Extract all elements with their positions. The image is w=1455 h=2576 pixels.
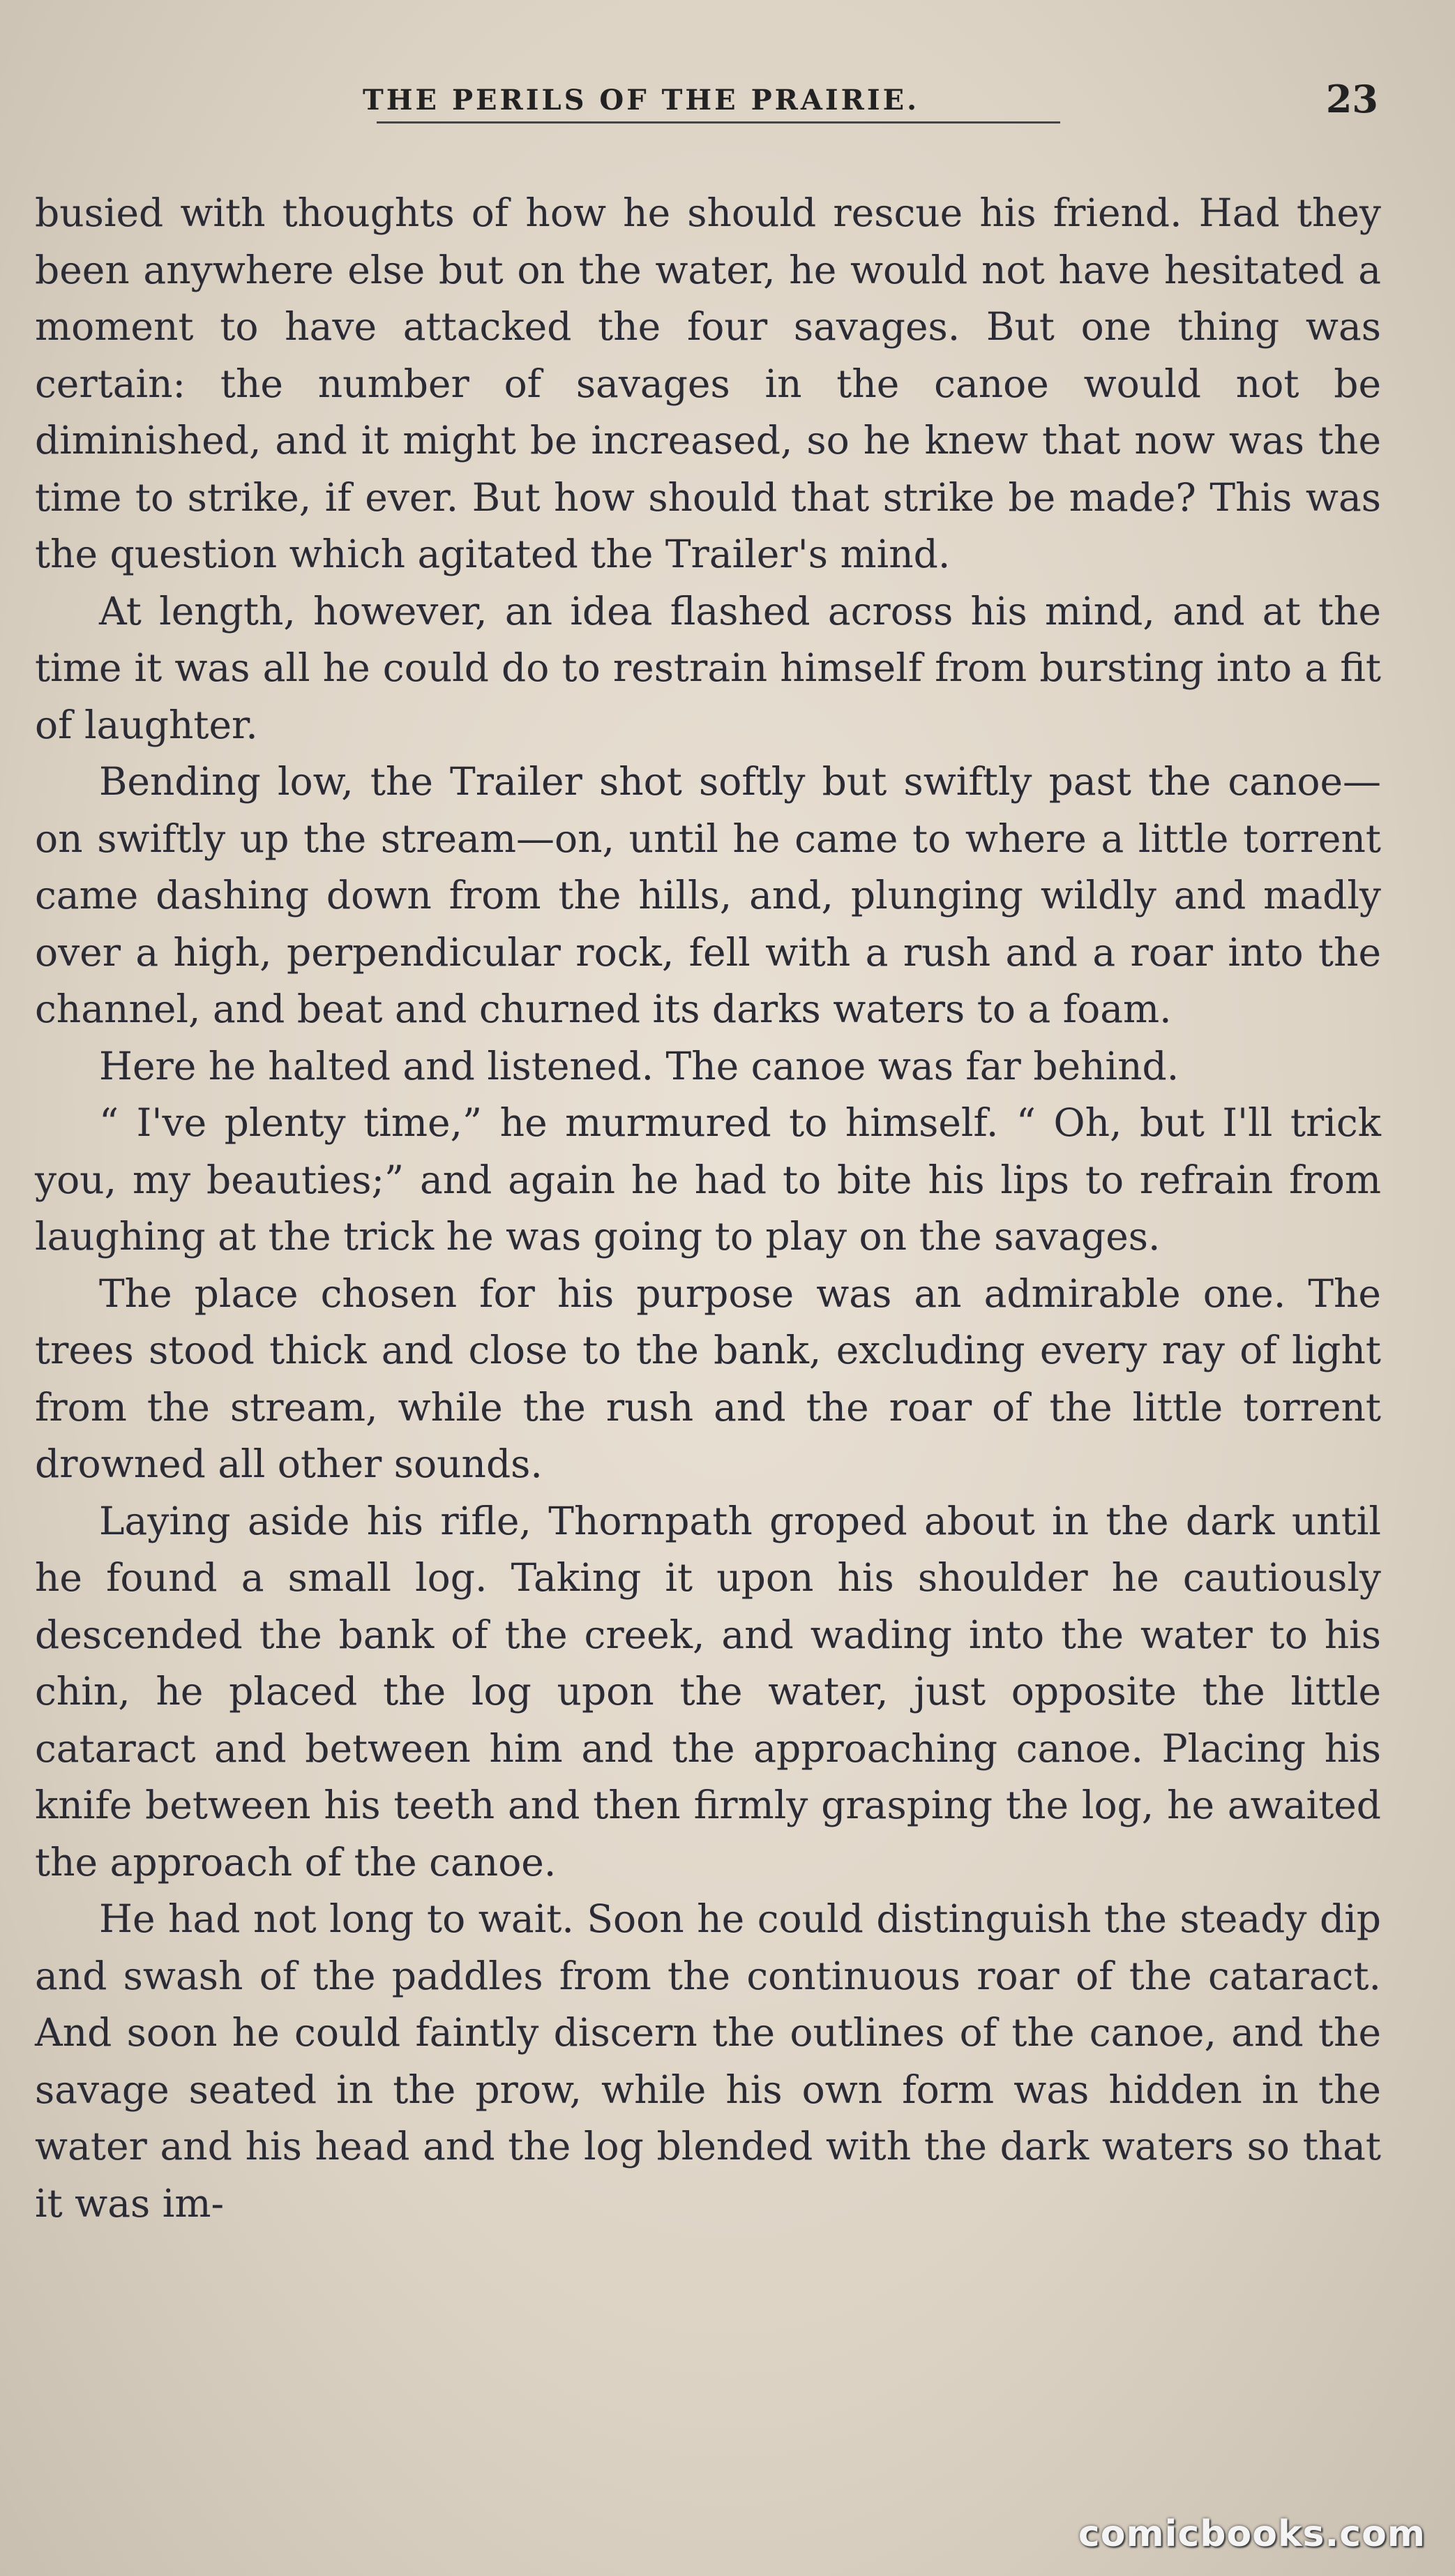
paragraph-6: The place chosen for his purpose was an admirable one. The trees stood thick and close to the bank, excluding every ray of light from the stream, while the rush and the roar of the little torrent drowned all other sounds. bbox=[35, 1271, 1381, 1486]
watermark: comicbooks.com bbox=[1078, 2513, 1426, 2555]
header-rule bbox=[377, 121, 1060, 123]
page-number: 23 bbox=[1325, 77, 1378, 121]
body-text bbox=[35, 185, 1381, 2232]
paragraph-8: He had not long to wait. Soon he could distinguish the steady dip and swash of the paddles from the continuous roar of the cataract. And soon he could faintly discern the outlines of the canoe, and the savage seated in the prow, while his own form was hidden in the water and his head and the log blended with the dark waters so that it was im- bbox=[35, 1896, 1381, 2226]
page-header bbox=[0, 77, 1455, 140]
paragraph-3: Bending low, the Trailer shot softly but swiftly past the canoe—on swiftly up the stream—on, until he came to where a little torrent came dashing down from the hills, and, plunging wildly and madly over a high, perpendicular rock, fell with a rush and a roar into the channel, and beat and churned its darks waters to a foam. bbox=[35, 759, 1381, 1031]
paragraph-1: busied with thoughts of how he should rescue his friend. Had they been anywhere else but on the water, he would not have hesitated a moment to have attacked the four savages. But one thing was certain: the number of savages in the canoe would not be diminished, and it might be increased, so he knew that now was the time to strike, if ever. But how should that strike be made? This was the question which agitated the Trailer's mind. bbox=[35, 190, 1381, 576]
paragraph-7: Laying aside his rifle, Thornpath groped about in the dark until he found a small log. Taking it upon his shoulder he cautiously descended the bank of the creek, and wading into the water to his chin, he placed the log upon the water, just opposite the little cataract and between him and the approaching canoe. Placing his knife between his teeth and then firmly grasping the log, he awaited the approach of the canoe. bbox=[35, 1498, 1381, 1885]
running-title: THE PERILS OF THE PRAIRIE. bbox=[363, 84, 920, 117]
paragraph-4: Here he halted and listened. The canoe was far behind. bbox=[99, 1043, 1179, 1088]
paragraph-5: “ I've plenty time,” he murmured to himself. “ Oh, but I'll trick you, my beauties;” and again he had to bite his lips to refrain from laughing at the trick he was going to play on the savages. bbox=[35, 1100, 1381, 1259]
paragraph-2: At length, however, an idea flashed across his mind, and at the time it was all he could do to restrain himself from bursting into a fit of laughter. bbox=[35, 588, 1381, 747]
